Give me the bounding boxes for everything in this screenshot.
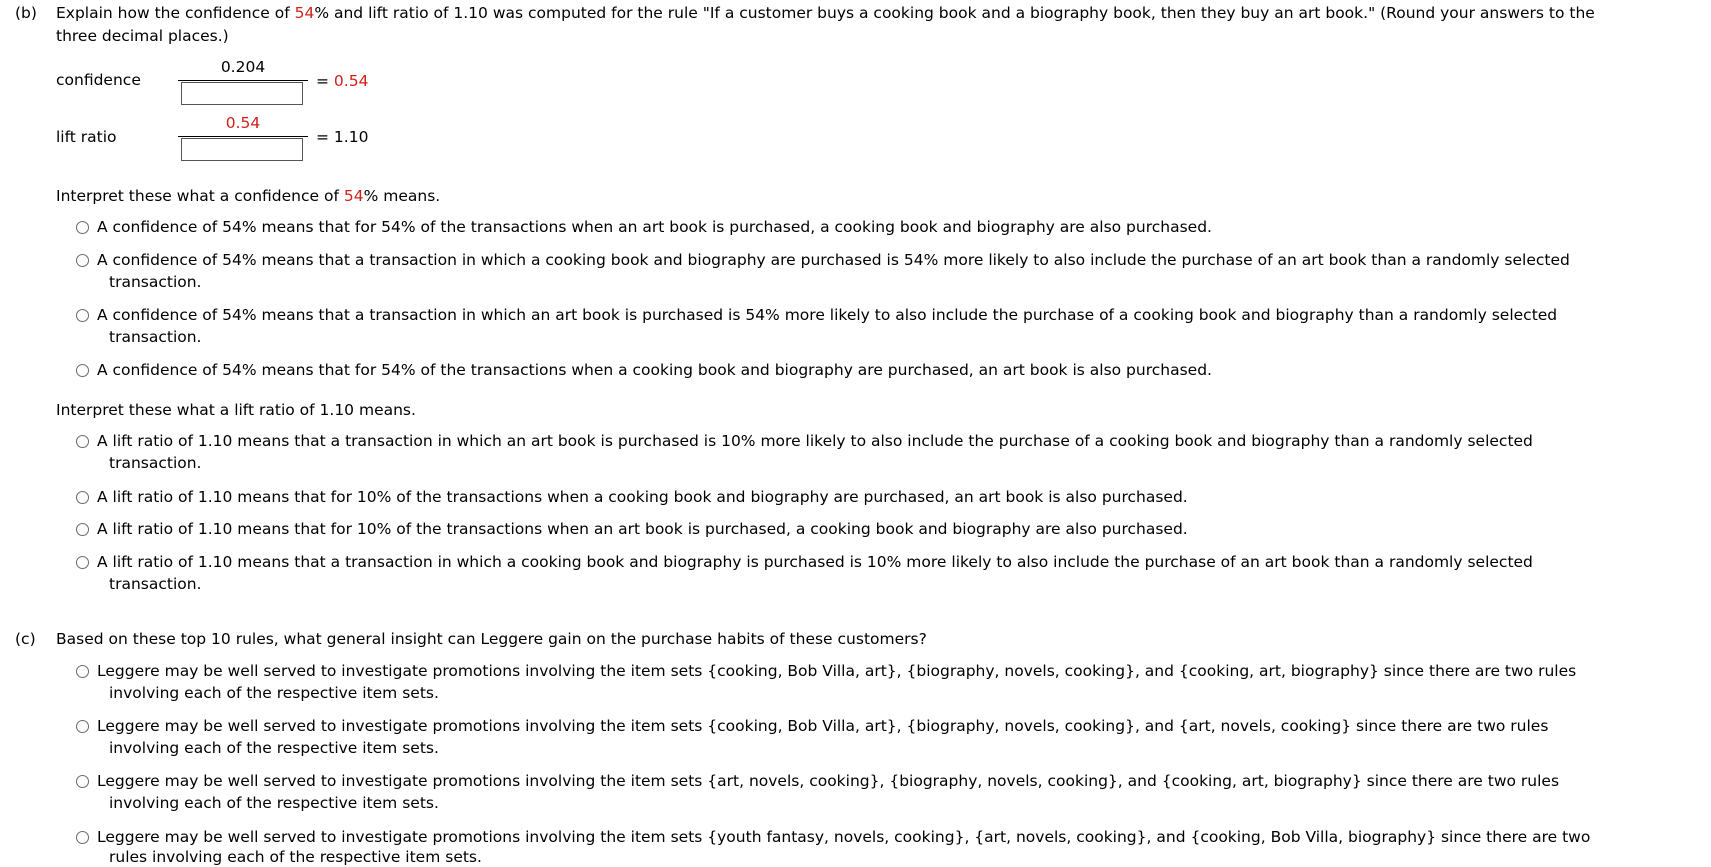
- radio-button[interactable]: [76, 254, 89, 267]
- question-text: Explain how the confidence of: [56, 4, 295, 22]
- option-text-continued: transaction.: [109, 328, 202, 346]
- insight-option-1[interactable]: [76, 660, 1696, 704]
- radio-button[interactable]: [76, 775, 89, 788]
- option-text: Leggere may be well served to investigate promotions involving the item sets {cooking, Bob Villa, art}, {biography, novels, cooking}, and {art, novels, cooking} since there are two rules: [97, 717, 1549, 735]
- part-b-question-line2: three decimal places.): [56, 27, 229, 45]
- radio-button[interactable]: [76, 221, 89, 234]
- lift-fraction-bar: [178, 136, 308, 137]
- option-text: Leggere may be well served to investigate promotions involving the item sets {art, novels, cooking}, {biography, novels, cooking}, and {cooking, art, biography} since there are two rules: [97, 772, 1560, 790]
- option-text: A lift ratio of 1.10 means that for 10% of the transactions when an art book is purchased, a cooking book and biography are also purchased.: [97, 520, 1188, 538]
- option-text-continued: rules involving each of the respective item sets.: [109, 848, 482, 866]
- radio-button[interactable]: [76, 831, 89, 844]
- part-c-question: Based on these top 10 rules, what general insight can Leggere gain on the purchase habits of these customers?: [56, 630, 927, 648]
- confidence-equals: [316, 72, 368, 90]
- question-pct: 54: [294, 4, 315, 22]
- option-text: Leggere may be well served to investigate promotions involving the item sets {cooking, Bob Villa, art}, {biography, novels, cooking}, and {cooking, art, biography} since there are two rules: [97, 662, 1577, 680]
- equals-sign: =: [316, 72, 334, 90]
- lift-numerator: 0.54: [225, 114, 261, 132]
- option-text-continued: involving each of the respective item sets.: [109, 739, 439, 757]
- lift-option-1[interactable]: [76, 430, 1696, 474]
- radio-button[interactable]: [76, 720, 89, 733]
- radio-button[interactable]: [76, 309, 89, 322]
- option-text: Leggere may be well served to investigate promotions involving the item sets {youth fantasy, novels, cooking}, {art, novels, cooking}, and {cooking, Bob Villa, biography} since there are two: [97, 828, 1591, 846]
- insight-option-2[interactable]: [76, 715, 1696, 759]
- option-text: A confidence of 54% means that a transaction in which an art book is purchased is 54% more likely to also include the purchase of a cooking book and biography than a randomly selected: [97, 306, 1558, 324]
- radio-button[interactable]: [76, 523, 89, 536]
- lift-equals: = 1.10: [316, 128, 369, 146]
- radio-button[interactable]: [76, 491, 89, 504]
- lift-option-2[interactable]: [76, 486, 1696, 508]
- lift-option-4[interactable]: [76, 551, 1696, 595]
- insight-option-4[interactable]: [76, 826, 1696, 866]
- option-text: A lift ratio of 1.10 means that a transaction in which an art book is purchased is 10% more likely to also include the purchase of a cooking book and biography than a randomly selected: [97, 432, 1533, 450]
- confidence-option-2[interactable]: [76, 249, 1696, 293]
- prompt-pct: 54: [343, 187, 364, 205]
- confidence-label: confidence: [56, 71, 141, 89]
- radio-button[interactable]: [76, 665, 89, 678]
- confidence-fraction-bar: [178, 80, 308, 81]
- confidence-option-1[interactable]: [76, 216, 1696, 238]
- lift-option-3[interactable]: [76, 518, 1696, 540]
- part-b-label: (b): [15, 4, 37, 22]
- radio-button[interactable]: [76, 435, 89, 448]
- prompt-text: Interpret these what a confidence of: [56, 187, 344, 205]
- radio-button[interactable]: [76, 556, 89, 569]
- confidence-option-4[interactable]: [76, 359, 1696, 381]
- question-text-rest: % and lift ratio of 1.10 was computed for the rule "If a customer buys a cooking book and a biography book, then they buy an art book." (Round your answers to the: [314, 4, 1595, 22]
- option-text: A confidence of 54% means that a transaction in which a cooking book and biography are purchased is 54% more likely to also include the purchase of an art book than a randomly selected: [97, 251, 1570, 269]
- option-text: A lift ratio of 1.10 means that a transaction in which a cooking book and biography is purchased is 10% more likely to also include the purchase of an art book than a randomly selected: [97, 553, 1533, 571]
- option-text-continued: involving each of the respective item sets.: [109, 794, 439, 812]
- insight-option-3[interactable]: [76, 770, 1696, 814]
- option-text-continued: transaction.: [109, 273, 202, 291]
- prompt-text-end: % means.: [363, 187, 441, 205]
- option-text-continued: transaction.: [109, 575, 202, 593]
- confidence-option-3[interactable]: [76, 304, 1696, 348]
- option-text: A lift ratio of 1.10 means that for 10% of the transactions when a cooking book and biography are purchased, an art book is also purchased.: [97, 488, 1188, 506]
- lift-ratio-label: lift ratio: [56, 128, 117, 146]
- part-c-label: (c): [15, 630, 36, 648]
- confidence-denominator-input[interactable]: [181, 82, 303, 105]
- interpret-confidence-prompt: [56, 187, 440, 205]
- part-b-question: [56, 4, 1595, 22]
- interpret-lift-prompt: Interpret these what a lift ratio of 1.10 means.: [56, 401, 416, 419]
- confidence-result: 0.54: [333, 72, 369, 90]
- option-text-continued: involving each of the respective item sets.: [109, 684, 439, 702]
- option-text: A confidence of 54% means that for 54% of the transactions when a cooking book and biography are purchased, an art book is also purchased.: [97, 361, 1212, 379]
- lift-denominator-input[interactable]: [181, 138, 303, 161]
- confidence-numerator: 0.204: [220, 58, 266, 76]
- option-text-continued: transaction.: [109, 454, 202, 472]
- radio-button[interactable]: [76, 364, 89, 377]
- option-text: A confidence of 54% means that for 54% of the transactions when an art book is purchased, a cooking book and biography are also purchased.: [97, 218, 1212, 236]
